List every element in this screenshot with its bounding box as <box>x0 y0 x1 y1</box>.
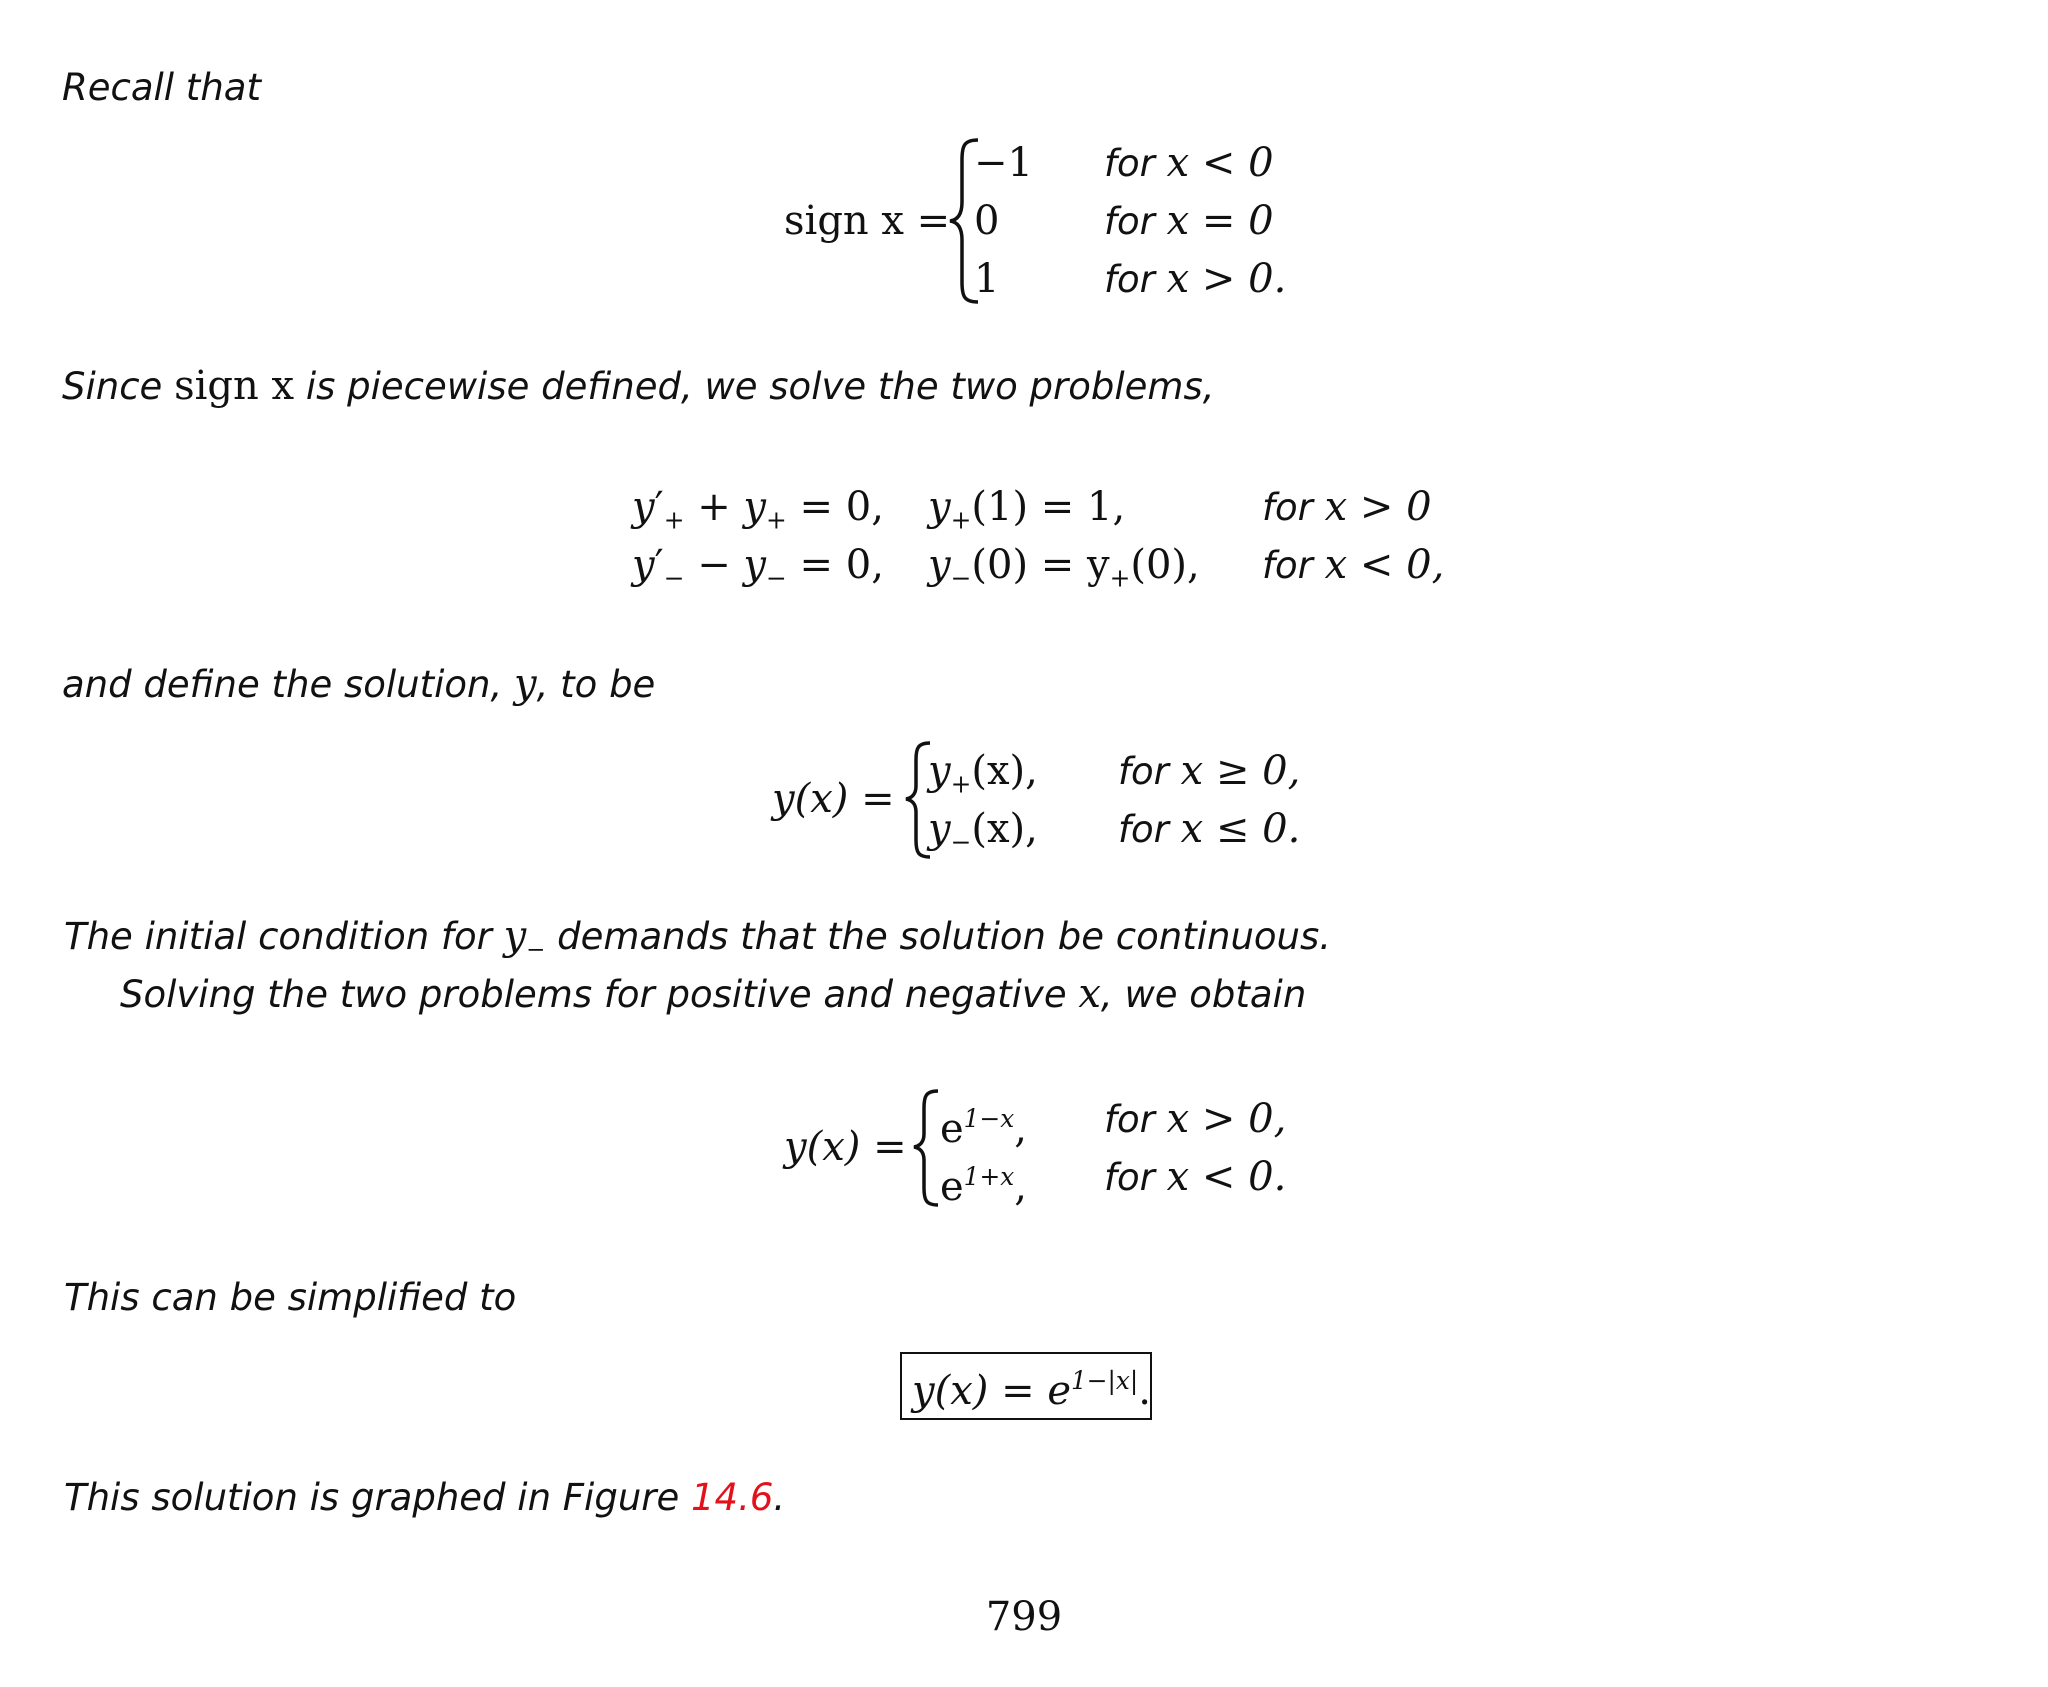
since-text: Since sign x is piecewise defined, we solve the two problems, <box>62 363 1215 409</box>
problem-1-ode: $y'_+ + y_+ = 0$, <box>632 484 884 535</box>
def-case-1: $y_+(x)$, <box>928 748 1038 799</box>
sign-cond-1: for x < 0 <box>1104 140 1274 186</box>
problem-1-cond: for x > 0 <box>1262 484 1432 530</box>
sign-cond-3: for x > 0. <box>1104 256 1287 302</box>
figure-link[interactable]: 14.6 <box>691 1476 774 1519</box>
sign-cond-2: for x = 0 <box>1104 198 1274 244</box>
problem-1-ic: $y_+(1) = 1$, <box>928 484 1126 535</box>
sol-cond-1: for x > 0, <box>1104 1096 1287 1142</box>
final-answer-box: $y(x) = e^{1-|x|}$. <box>900 1352 1152 1420</box>
sol-case-1: $e^{1-x}$, <box>940 1104 1027 1152</box>
graphed-text: This solution is graphed in Figure 14.6. <box>64 1476 786 1519</box>
def-cond-1: for x ≥ 0, <box>1118 748 1301 794</box>
sign-case-2: 0 <box>974 198 1000 244</box>
def-case-2: $y_-(x)$, <box>928 806 1038 857</box>
define-text: and define the solution, y, to be <box>62 661 656 707</box>
sol-cond-2: for x < 0. <box>1104 1154 1287 1200</box>
sign-case-1: −1 <box>974 140 1033 186</box>
solving-text: Solving the two problems for positive and negative x, we obtain <box>120 971 1307 1017</box>
problem-2-ode: $y'_- - y_- = 0$, <box>632 542 884 593</box>
left-brace-icon <box>912 1088 942 1208</box>
problem-2-cond: for x < 0, <box>1262 542 1445 588</box>
sol-lhs: y(x) = <box>784 1124 907 1170</box>
simplified-text: This can be simplified to <box>64 1276 517 1319</box>
page-number: 799 <box>985 1594 1063 1640</box>
recall-text: Recall that <box>62 66 261 109</box>
problem-2-ic: $y_-(0) = y_+(0)$, <box>928 542 1200 593</box>
def-lhs: y(x) = <box>772 776 895 822</box>
initial-condition-text: The initial condition for $y_-$ demands that the solution be continuous. <box>64 913 1332 964</box>
sol-case-2: $e^{1+x}$, <box>940 1162 1027 1210</box>
sign-lhs: sign x = <box>784 198 951 244</box>
sign-case-3: 1 <box>974 256 1000 302</box>
def-cond-2: for x ≤ 0. <box>1118 806 1301 852</box>
